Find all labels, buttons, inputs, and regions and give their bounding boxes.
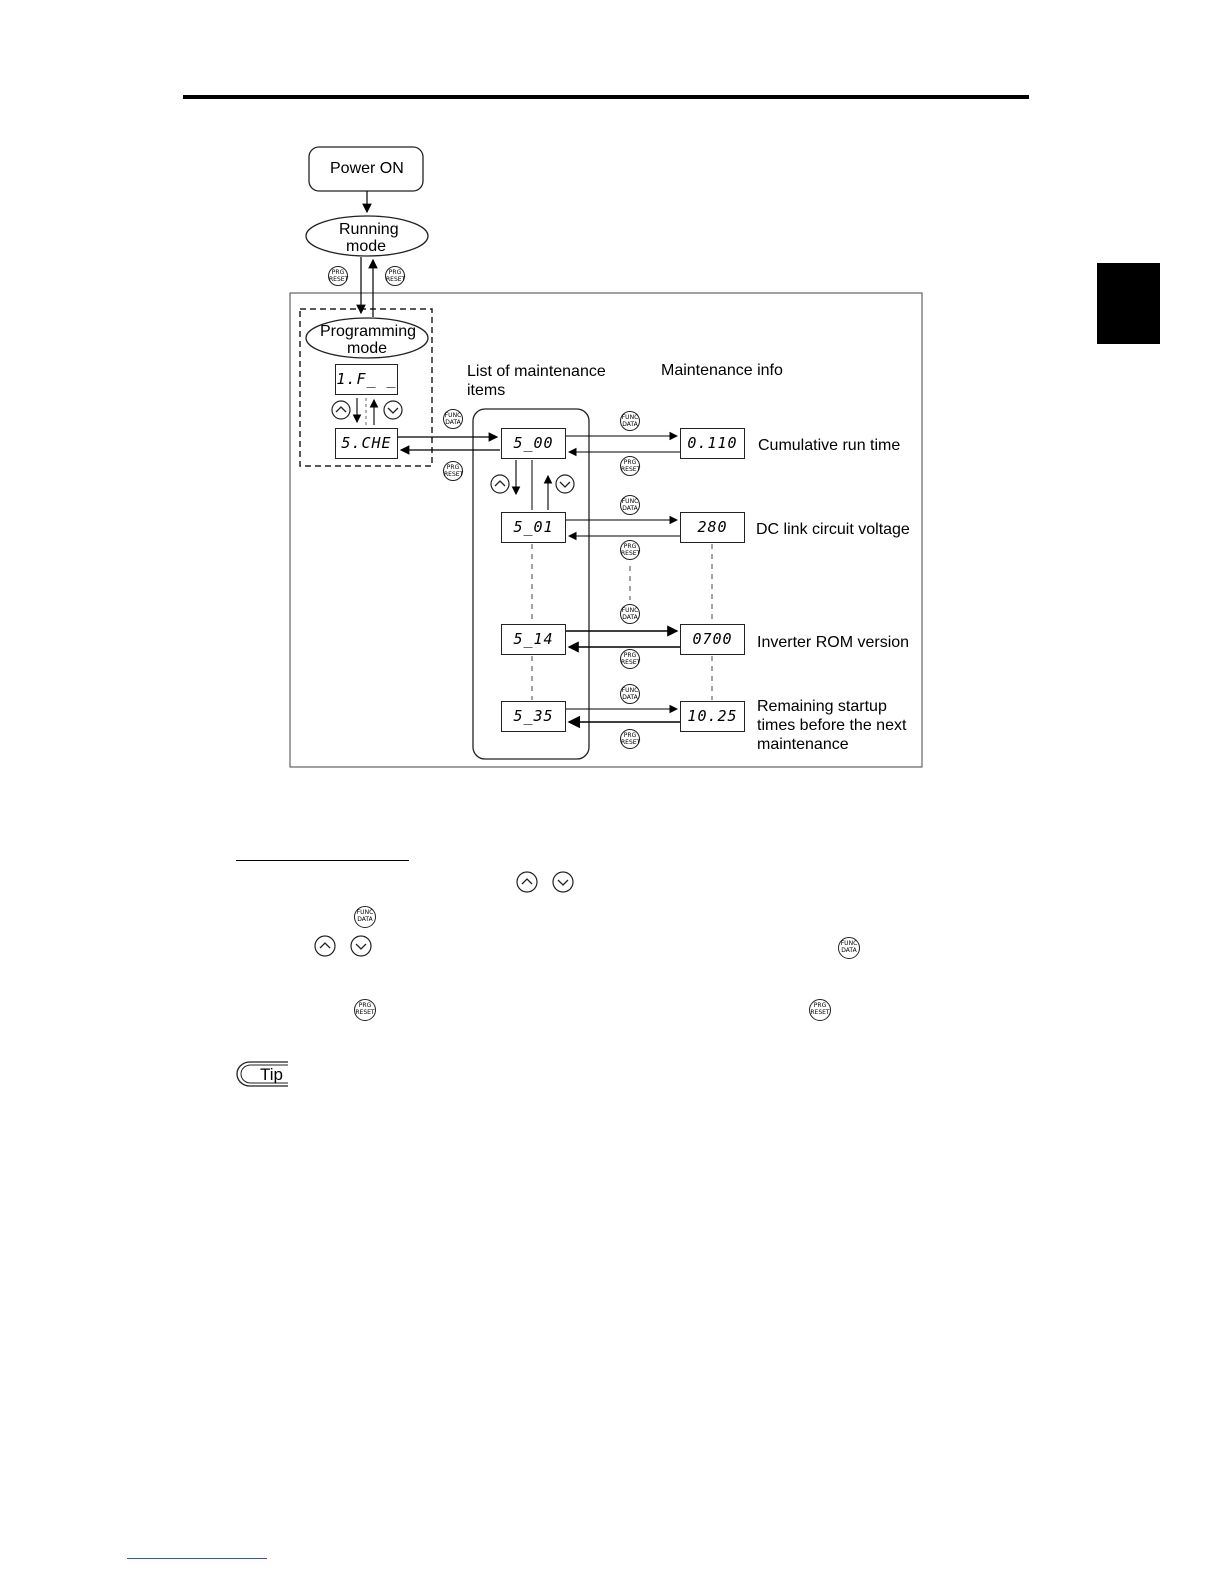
func-data-key-icon: FUNC DATA (620, 684, 640, 704)
down-key-icon (350, 935, 372, 957)
lcd-item-code: 5_00 (501, 428, 566, 459)
func-data-key-icon: FUNC DATA (620, 495, 640, 515)
info-desc: times before the next (757, 717, 907, 734)
up-key-icon (314, 935, 336, 957)
up-key-icon (516, 871, 538, 893)
programming-mode-label-2: mode (347, 340, 388, 357)
prg-reset-key-icon: PRG RESET (328, 266, 348, 286)
power-on-label: Power ON (330, 160, 404, 177)
lcd-1f: 1.F_ _ (335, 364, 398, 395)
info-desc: Remaining startup (757, 698, 887, 715)
down-key-icon (555, 474, 575, 494)
func-data-key-icon: FUNC DATA (620, 604, 640, 624)
down-key-icon (552, 871, 574, 893)
lcd-item-code: 5_14 (501, 624, 566, 655)
prg-reset-key-icon: PRG RESET (443, 461, 463, 481)
func-data-key-icon: FUNC DATA (838, 937, 860, 959)
running-mode-label-1: Running (339, 221, 399, 238)
down-key-icon (383, 400, 403, 420)
prg-reset-key-icon: PRG RESET (620, 729, 640, 749)
lcd-info-value: 0.110 (680, 428, 745, 459)
up-key-icon (331, 400, 351, 420)
info-desc: DC link circuit voltage (756, 521, 910, 538)
prg-reset-key-icon: PRG RESET (620, 540, 640, 560)
lcd-item-code: 5_35 (501, 701, 566, 732)
func-data-key-icon: FUNC DATA (354, 906, 376, 928)
list-header-1: List of maintenance (467, 363, 606, 380)
running-mode-label-2: mode (346, 238, 387, 255)
info-desc: Cumulative run time (758, 437, 901, 454)
lcd-5che: 5.CHE (335, 428, 398, 459)
prg-reset-key-icon: PRG RESET (354, 999, 376, 1021)
func-data-key-icon: FUNC DATA (443, 409, 463, 429)
lcd-info-value: 0700 (680, 624, 745, 655)
lcd-info-value: 10.25 (680, 701, 745, 732)
info-desc: maintenance (757, 736, 849, 753)
tip-label: Tip (260, 1065, 283, 1084)
func-data-key-icon: FUNC DATA (620, 411, 640, 431)
section-underline (236, 860, 409, 861)
list-header-2: items (467, 382, 506, 399)
prg-reset-key-icon: PRG RESET (620, 456, 640, 476)
info-header: Maintenance info (661, 362, 783, 379)
prg-reset-key-icon: PRG RESET (809, 999, 831, 1021)
prg-reset-key-icon: PRG RESET (385, 266, 405, 286)
info-desc: Inverter ROM version (757, 634, 910, 651)
prg-reset-key-icon: PRG RESET (620, 649, 640, 669)
lcd-item-code: 5_01 (501, 512, 566, 543)
programming-mode-label-1: Programming (320, 323, 417, 340)
footer-rule (127, 1558, 267, 1559)
up-key-icon (490, 474, 510, 494)
lcd-info-value: 280 (680, 512, 745, 543)
